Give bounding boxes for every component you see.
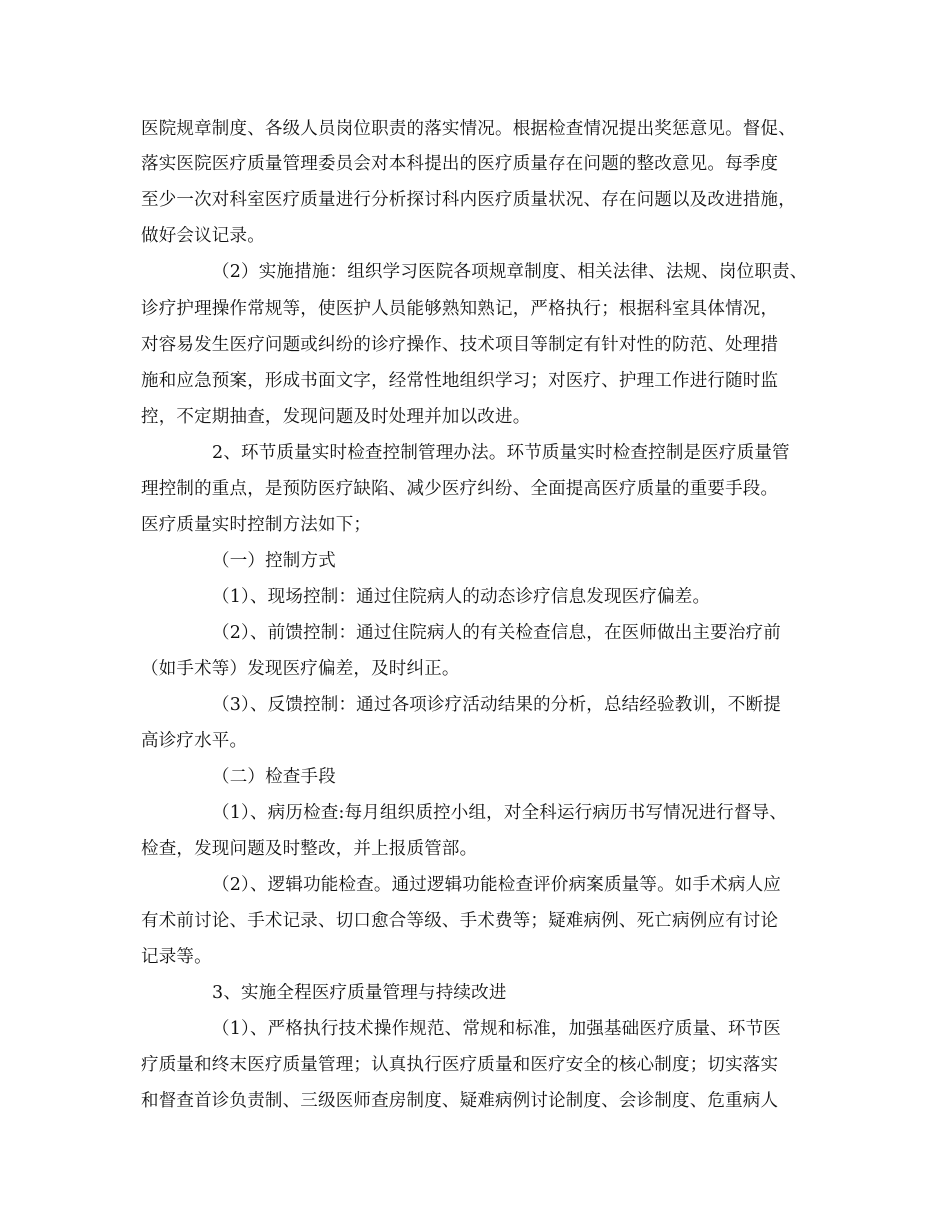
text-line: 诊疗护理操作常规等，使医护人员能够熟知熟记，严格执行；根据科室具体情况， [141,299,779,319]
text-line: （2）、逻辑功能检查。通过逻辑功能检查评价病案质量等。如手术病人应 [212,875,781,895]
text-line: （1）、病历检查:每月组织质控小组，对全科运行病历书写情况进行督导、 [212,803,788,823]
text-line: （如手术等）发现医疗偏差，及时纠正。 [141,659,460,679]
text-line: 施和应急预案，形成书面文字，经常性地组织学习；对医疗、护理工作进行随时监 [141,371,779,391]
text-line: 记录等。 [141,947,212,967]
text-line: （1）、严格执行技术操作规范、常规和标准，加强基础医疗质量、环节医 [212,1019,781,1039]
text-line: 理控制的重点，是预防医疗缺陷、减少医疗纠纷、全面提高医疗质量的重要手段。 [141,479,779,499]
text-line: 疗质量和终末医疗质量管理；认真执行医疗质量和医疗安全的核心制度；切实落实 [141,1055,779,1075]
text-line: 有术前讨论、手术记录、切口愈合等级、手术费等；疑难病例、死亡病例应有讨论 [141,911,779,931]
text-line: （1）、现场控制：通过住院病人的动态诊疗信息发现医疗偏差。 [212,587,711,607]
text-line: 检查，发现问题及时整改，并上报质管部。 [141,839,478,859]
text-line: 医院规章制度、各级人员岗位职责的落实情况。根据检查情况提出奖惩意见。督促、 [141,119,796,139]
text-line: 和督查首诊负责制、三级医师查房制度、疑难病例讨论制度、会诊制度、危重病人 [141,1091,779,1111]
text-line: （二）检查手段 [212,767,336,787]
text-line: 2、环节质量实时检查控制管理办法。环节质量实时检查控制是医疗质量管 [212,443,790,463]
text-line: 对容易发生医疗问题或纠纷的诊疗操作、技术项目等制定有针对性的防范、处理措 [141,335,779,355]
text-line: 控，不定期抽查，发现问题及时处理并加以改进。 [141,407,531,427]
text-line: 高诊疗水平。 [141,731,248,751]
text-line: （3）、反馈控制：通过各项诊疗活动结果的分析，总结经验教训，不断提 [212,695,781,715]
text-line: （一）控制方式 [212,551,336,571]
text-line: 做好会议记录。 [141,226,265,246]
text-line: （2）实施措施：组织学习医院各项规章制度、相关法律、法规、岗位职责、 [212,262,808,282]
text-line: 落实医院医疗质量管理委员会对本科提出的医疗质量存在问题的整改意见。每季度 [141,154,779,174]
text-line: 医疗质量实时控制方法如下； [141,515,372,535]
text-line: 至少一次对科室医疗质量进行分析探讨科内医疗质量状况、存在问题以及改进措施， [141,190,796,210]
text-line: （2）、前馈控制：通过住院病人的有关检查信息，在医师做出主要治疗前 [212,623,781,643]
text-line: 3、实施全程医疗质量管理与持续改进 [212,983,507,1003]
